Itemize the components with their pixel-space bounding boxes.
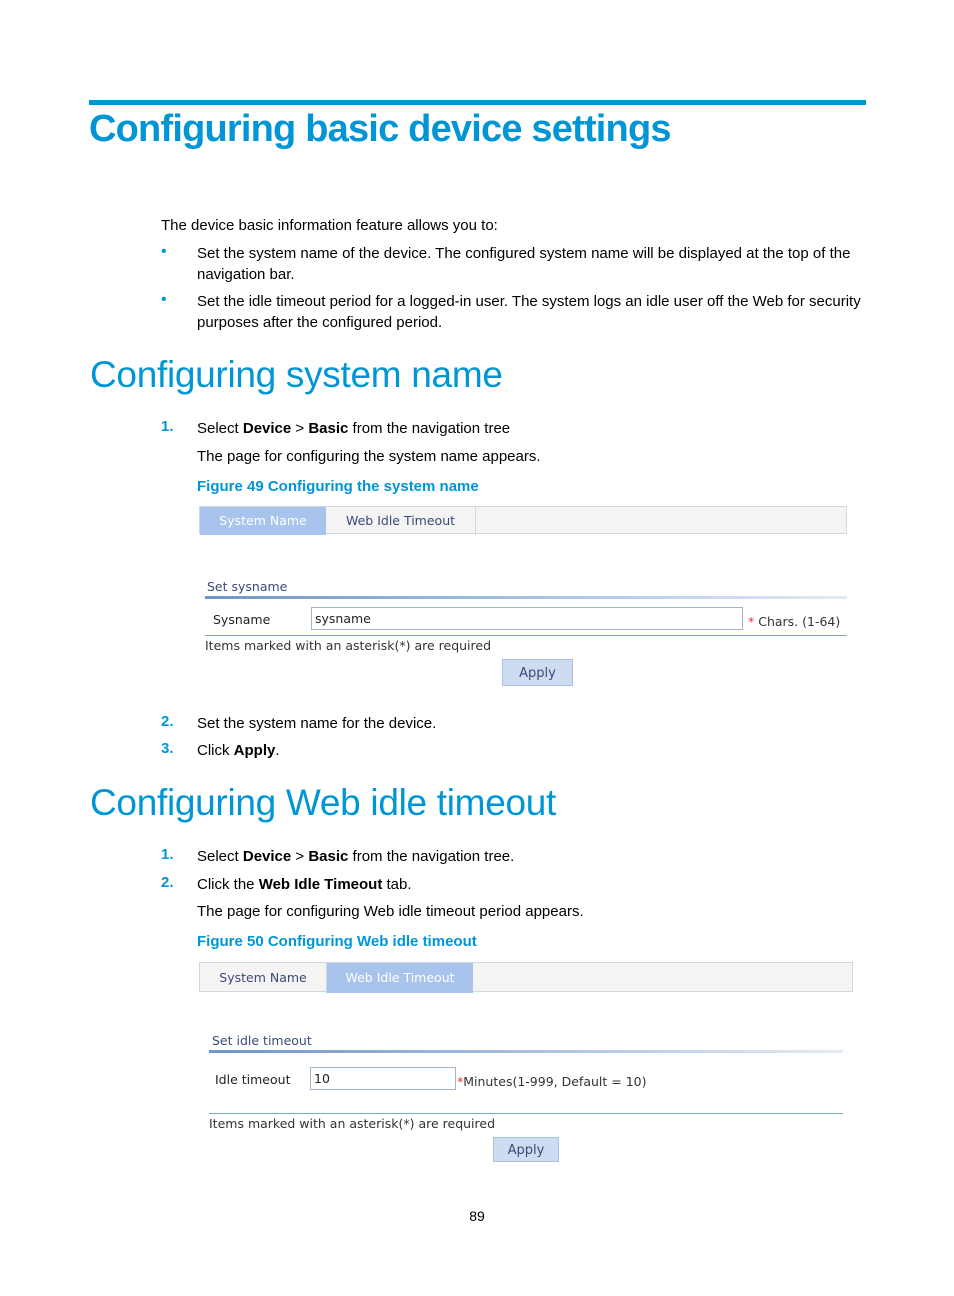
form-divider: [205, 635, 847, 636]
step-bold-term: Device: [242, 848, 292, 865]
section-heading: Configuring system name: [90, 354, 503, 395]
bullet-item: [197, 243, 867, 285]
bullet-icon: •: [161, 291, 167, 308]
bullet-item: [197, 291, 867, 333]
step-note: The page for configuring the system name appears.: [197, 448, 541, 465]
page-title: Configuring basic device settings: [89, 108, 671, 150]
sysname-input[interactable]: [311, 607, 743, 630]
step-bold-term: Device: [242, 420, 292, 437]
idle-timeout-input[interactable]: [310, 1067, 456, 1090]
tab-bar: [199, 962, 853, 992]
section-rule: [209, 1050, 843, 1053]
step-number: 1.: [161, 418, 174, 435]
step-text-part: tab.: [382, 876, 412, 893]
bullet-icon: •: [161, 243, 167, 260]
step-text: [197, 740, 280, 761]
tab-web-idle-timeout[interactable]: Web Idle Timeout: [327, 963, 473, 993]
tab-bar: [199, 506, 847, 534]
tab-web-idle-timeout[interactable]: Web Idle Timeout: [326, 507, 476, 535]
step-number: 1.: [161, 846, 174, 863]
section-title: Set sysname: [207, 579, 288, 594]
figure-50-screenshot: [199, 962, 853, 1162]
required-note: Items marked with an asterisk(*) are required: [205, 638, 492, 653]
step-text: [197, 846, 514, 867]
figure-caption: Figure 50 Configuring Web idle timeout: [197, 933, 477, 950]
step-number: 3.: [161, 740, 174, 757]
step-bold-term: Basic: [308, 848, 349, 865]
step-number: 2.: [161, 713, 174, 730]
figure-caption: Figure 49 Configuring the system name: [197, 478, 479, 495]
sysname-hint: [748, 614, 840, 629]
step-text-part: Select: [197, 848, 243, 865]
bullet-line: Set the idle timeout period for a logged-in user. The system logs an idle user off the Web for security: [197, 293, 861, 310]
hint-text: Minutes(1-999, Default = 10): [463, 1074, 647, 1089]
step-text: [197, 418, 510, 439]
step-text-part: from the navigation tree.: [348, 848, 515, 865]
tab-system-name[interactable]: System Name: [200, 963, 327, 993]
step-text-part: Click the: [197, 876, 259, 893]
bullet-line: purposes after the configured period.: [197, 314, 443, 331]
required-asterisk: *: [457, 1074, 464, 1089]
step-bold-term: Apply: [233, 742, 276, 759]
section-heading: Configuring Web idle timeout: [90, 782, 557, 823]
step-bold-term: Web Idle Timeout: [258, 876, 383, 893]
section-title: Set idle timeout: [212, 1033, 312, 1048]
apply-button[interactable]: Apply: [493, 1137, 559, 1162]
required-note: Items marked with an asterisk(*) are required: [209, 1116, 496, 1131]
step-text-part: >: [291, 420, 309, 437]
step-text-part: Click: [197, 742, 234, 759]
idle-timeout-label: Idle timeout: [215, 1072, 291, 1087]
step-number: 2.: [161, 874, 174, 891]
apply-button[interactable]: Apply: [502, 659, 573, 686]
title-rule: [89, 100, 866, 105]
step-text-part: .: [275, 742, 280, 759]
step-text-part: from the navigation tree: [348, 420, 511, 437]
bullet-line: navigation bar.: [197, 266, 295, 283]
section-rule: [205, 596, 847, 599]
step-text: [197, 874, 412, 895]
step-text-part: >: [291, 848, 309, 865]
idle-timeout-hint: [457, 1074, 646, 1089]
figure-49-screenshot: [199, 506, 847, 686]
step-text: Set the system name for the device.: [197, 715, 437, 732]
step-note: The page for configuring Web idle timeout period appears.: [197, 903, 584, 920]
hint-text: Chars. (1-64): [754, 614, 841, 629]
bullet-line: Set the system name of the device. The configured system name will be displayed at the top of the: [197, 245, 851, 262]
sysname-label: Sysname: [213, 612, 271, 627]
step-text-part: Select: [197, 420, 243, 437]
page-number: 89: [469, 1208, 485, 1224]
step-bold-term: Basic: [308, 420, 349, 437]
intro-text: The device basic information feature allows you to:: [161, 217, 498, 234]
form-divider: [209, 1113, 843, 1114]
required-asterisk: *: [748, 614, 755, 629]
tab-system-name[interactable]: System Name: [200, 507, 326, 535]
